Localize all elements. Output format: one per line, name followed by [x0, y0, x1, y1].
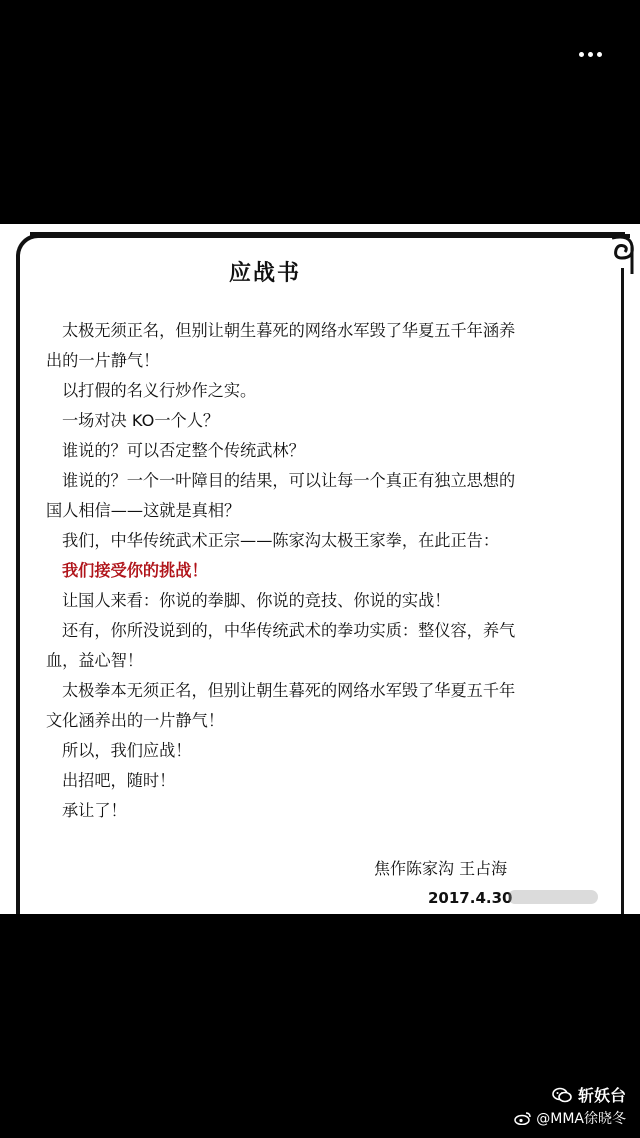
document-title: 应战书 — [228, 261, 301, 286]
paragraph — [62, 766, 512, 796]
paragraph — [46, 316, 516, 376]
scroll-border-top — [30, 232, 625, 236]
signature: 焦作陈家沟 王占海 — [374, 859, 508, 878]
watermark — [508, 884, 628, 910]
paragraph-line: 谁说的？一个一叶障目的结果，可以让每一个真正有独立思想的 — [62, 471, 516, 490]
paragraph-line: 以打假的名义行炒作之实。 — [62, 381, 257, 400]
paragraph-line: 血，益心智！ — [46, 651, 144, 670]
paragraph-line: 出招吧，随时！ — [62, 771, 176, 790]
paragraph — [62, 376, 512, 406]
paragraph-line: 太极拳本无须正名，但别让朝生暮死的网络水军毁了华夏五千年 — [62, 681, 516, 700]
paragraph — [62, 796, 512, 826]
paragraph-line: 国人相信——这就是真相？ — [46, 501, 241, 520]
paragraph-line: 谁说的？可以否定整个传统武林？ — [62, 441, 305, 460]
scroll-curl-icon — [610, 234, 636, 274]
paragraph — [62, 406, 512, 436]
bottom-bar — [0, 914, 640, 1138]
paragraph-line: 文化涵养出的一片静气！ — [46, 711, 225, 730]
paragraph-line: 一场对决 KO一个人？ — [62, 411, 220, 430]
paragraph-line: 所以，我们应战！ — [62, 741, 192, 760]
paragraph-line: 让国人来看：你说的拳脚、你说的竞技、你说的实战！ — [62, 591, 451, 610]
paragraph-line: 太极无须正名，但别让朝生暮死的网络水军毁了华夏五千年涵养 — [62, 321, 516, 340]
scroll-border-right — [621, 268, 624, 914]
credit — [514, 1083, 626, 1128]
emphasis-paragraph — [62, 556, 512, 586]
date: 2017.4.30 — [428, 889, 513, 907]
paragraph-line: 我们接受你的挑战！ — [62, 561, 208, 580]
paragraph — [46, 676, 516, 736]
document-body — [46, 316, 516, 826]
paragraph — [62, 736, 512, 766]
wechat-icon — [552, 1087, 572, 1103]
weibo-icon — [514, 1111, 532, 1125]
watermark-blur — [508, 890, 598, 904]
document-image — [0, 224, 640, 914]
paragraph-line: 出的一片静气！ — [46, 351, 160, 370]
paragraph — [46, 466, 516, 526]
paragraph — [62, 586, 512, 616]
paragraph — [62, 436, 512, 466]
credit-channel: 斩妖台 — [577, 1086, 626, 1105]
paragraph-line: 还有，你所没说到的，中华传统武术的拳功实质：整仪容，养气 — [62, 621, 516, 640]
paragraph-line: 承让了！ — [62, 801, 127, 820]
paragraph-line: 我们，中华传统武术正宗——陈家沟太极王家拳，在此正告： — [62, 531, 500, 550]
more-icon[interactable] — [570, 42, 610, 66]
paragraph — [62, 526, 512, 556]
credit-handle: @MMA徐晓冬 — [536, 1111, 626, 1127]
top-bar — [0, 0, 640, 224]
paragraph — [46, 616, 516, 676]
